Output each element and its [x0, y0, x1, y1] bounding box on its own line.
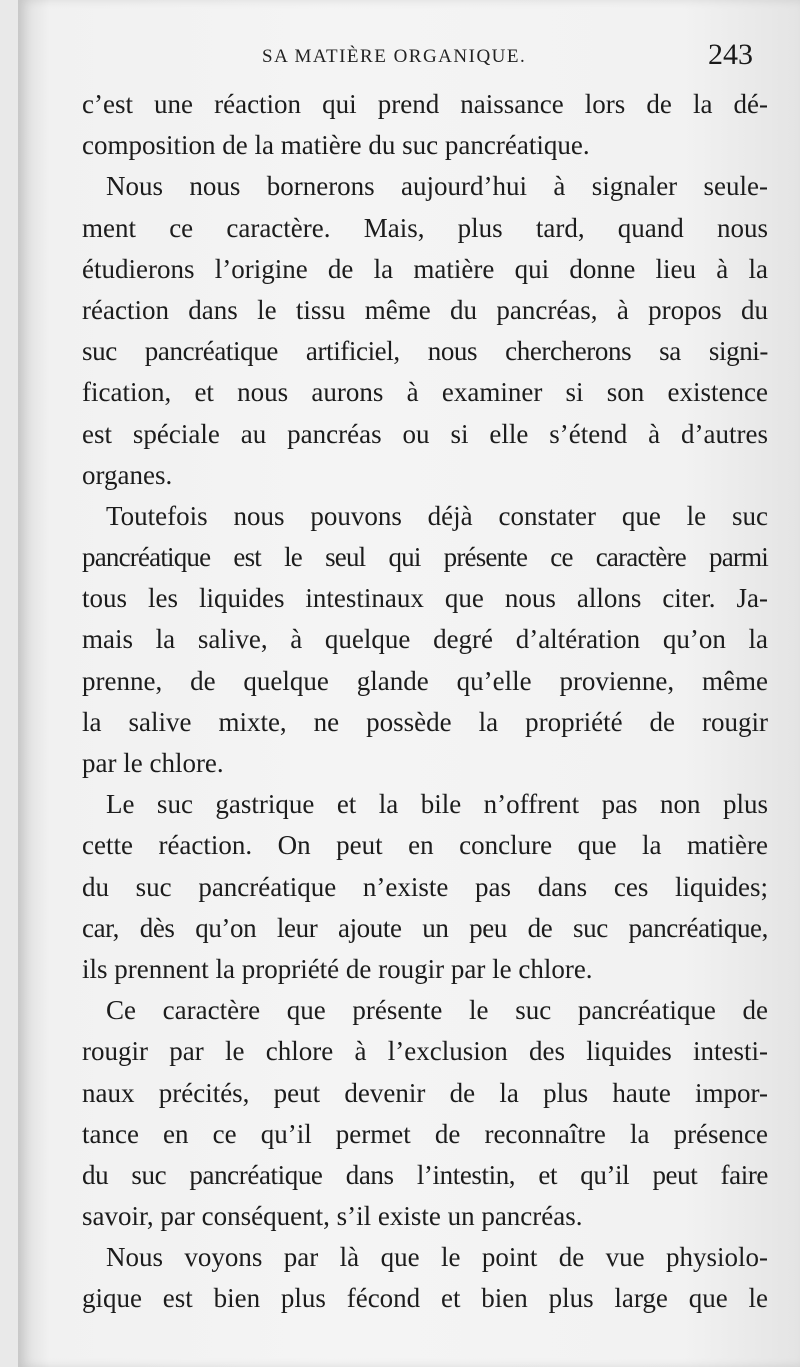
- page-number: 243: [708, 38, 753, 71]
- text-line: du suc pancréatique n’existe pas dans ces liquides;: [82, 871, 768, 902]
- text-line: gique est bien plus fécond et bien plus large que le: [82, 1283, 768, 1314]
- text-line: naux précités, peut devenir de la plus haute impor-: [82, 1077, 768, 1108]
- text-line: réaction dans le tissu même du pancréas, à propos du: [82, 294, 768, 325]
- text-line: par le chlore.: [82, 748, 224, 778]
- text-line: car, dès qu’on leur ajoute un peu de suc pancréatique,: [82, 912, 768, 943]
- text-line: Toutefois nous pouvons déjà constater que le suc: [106, 500, 768, 531]
- running-title: SA MATIÈRE ORGANIQUE.: [262, 46, 527, 67]
- text-line: c’est une réaction qui prend naissance lors de la dé-: [82, 89, 768, 119]
- text-line: ils prennent la propriété de rougir par le chlore.: [82, 953, 593, 984]
- text-line: Nous nous bornerons aujourd’hui à signaler seule-: [106, 171, 768, 202]
- text-line: prenne, de quelque glande qu’elle provienne, même: [82, 665, 768, 696]
- text-line: Ce caractère que présente le suc pancréatique de: [106, 995, 768, 1026]
- text-line: fication, et nous aurons à examiner si son existence: [82, 377, 768, 408]
- text-line: la salive mixte, ne possède la propriété de rougir: [82, 706, 768, 737]
- text-line: ment ce caractère. Mais, plus tard, quand nous: [82, 212, 768, 243]
- text-line: pancréatique est le seul qui présente ce caractère parmi: [82, 542, 768, 573]
- text-line: tous les liquides intestinaux que nous allons citer. Ja-: [82, 583, 768, 614]
- text-line: mais la salive, à quelque degré d’altération qu’on la: [82, 624, 768, 655]
- book-page: [18, 0, 800, 1367]
- text-line: est spéciale au pancréas ou si elle s’étend à d’autres: [82, 418, 768, 449]
- text-line: suc pancréatique artificiel, nous chercherons sa signi-: [82, 336, 768, 367]
- text-line: tance en ce qu’il permet de reconnaître la présence: [82, 1118, 768, 1149]
- text-line: Nous voyons par là que le point de vue physiolo-: [106, 1242, 768, 1273]
- text-line: étudierons l’origine de la matière qui donne lieu à la: [82, 253, 768, 284]
- text-line: Le suc gastrique et la bile n’offrent pas non plus: [106, 789, 768, 820]
- text-line: composition de la matière du suc pancréatique.: [82, 130, 590, 161]
- page-body: [82, 84, 768, 1320]
- text-line: savoir, par conséquent, s’il existe un pancréas.: [82, 1201, 583, 1232]
- text-line: cette réaction. On peut en conclure que la matière: [82, 830, 768, 861]
- text-line: du suc pancréatique dans l’intestin, et qu’il peut faire: [82, 1159, 768, 1190]
- text-line: organes.: [82, 459, 173, 490]
- text-line: rougir par le chlore à l’exclusion des liquides intesti-: [82, 1036, 768, 1067]
